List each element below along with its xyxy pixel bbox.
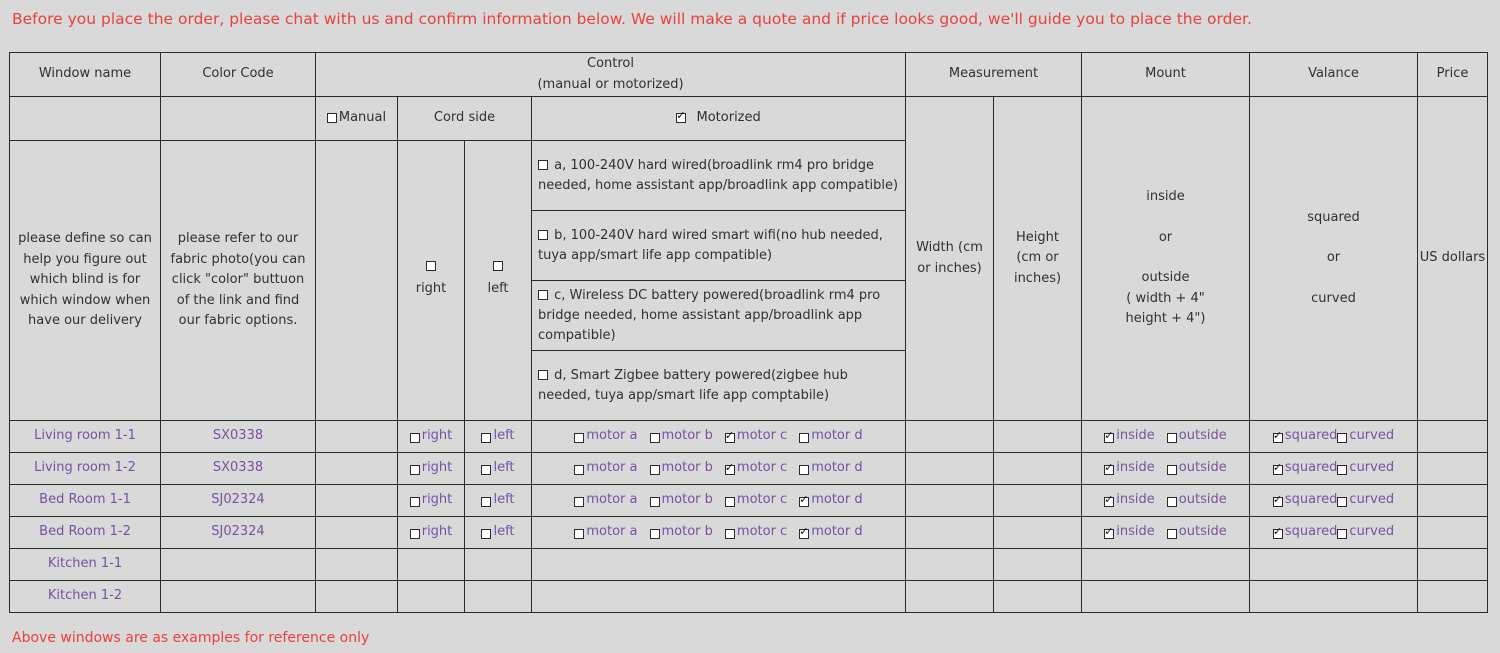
valance-squared-checkbox[interactable] [1273, 497, 1283, 507]
valance-squared-checkbox[interactable] [1273, 529, 1283, 539]
manual-checkbox[interactable] [327, 113, 337, 123]
option-label: right [421, 428, 453, 444]
manual-cell[interactable] [316, 485, 398, 517]
motor-b-checkbox[interactable] [650, 433, 660, 443]
height-text: Height (cm or inches) [1013, 229, 1062, 286]
motor-d-checkbox[interactable] [799, 433, 809, 443]
header-valance: Valance [1250, 53, 1418, 97]
cord-right-cell [398, 485, 465, 517]
height-cell[interactable] [994, 421, 1082, 453]
valance-curved-checkbox[interactable] [1337, 529, 1347, 539]
option-label: motor d [811, 460, 863, 476]
mount-inside-checkbox[interactable] [1104, 465, 1114, 475]
motor-d-checkbox[interactable] [799, 497, 809, 507]
cord-left-cell [465, 453, 532, 485]
cord-right-cell [398, 453, 465, 485]
subheader-blank [161, 97, 316, 141]
valance-cell[interactable] [1250, 549, 1418, 581]
motor-option-text: b, 100-240V hard wired smart wifi(no hub needed, tuya app/smart life app compatible) [538, 227, 883, 263]
option-label: right [421, 492, 453, 508]
height-cell[interactable] [994, 581, 1082, 613]
width-description [906, 97, 994, 421]
option-label: inside [1116, 492, 1155, 508]
mount-inside-checkbox[interactable] [1104, 529, 1114, 539]
motor-option-text: d, Smart Zigbee battery powered(zigbee hub needed, tuya app/smart life app comptabile) [538, 367, 848, 403]
valance-line: squared [1307, 209, 1360, 225]
height-description [994, 97, 1082, 421]
option-label: left [493, 460, 515, 476]
option-label: squared [1284, 460, 1338, 476]
option-label: motor c [736, 492, 788, 508]
color-code-cell[interactable] [161, 549, 316, 581]
motor-a-checkbox[interactable] [574, 433, 584, 443]
window-name-cell[interactable]: Kitchen 1-1 [10, 549, 161, 581]
valance-description [1250, 97, 1418, 421]
cord-left-cell[interactable] [465, 549, 532, 581]
cord-left-checkbox[interactable] [493, 261, 503, 271]
cord-left-checkbox[interactable] [481, 529, 491, 539]
motor-c-checkbox[interactable] [725, 497, 735, 507]
cord-left-checkbox[interactable] [481, 433, 491, 443]
header-color-code: Color Code [161, 53, 316, 97]
option-label: outside [1178, 524, 1227, 540]
window-name-description [10, 141, 161, 421]
valance-cell [1250, 421, 1418, 453]
header-window-name: Window name [10, 53, 161, 97]
motor-cell [532, 453, 906, 485]
option-label: motor a [586, 492, 638, 508]
mount-line: outside [1141, 270, 1190, 286]
cord-left-checkbox[interactable] [481, 465, 491, 475]
valance-curved-checkbox[interactable] [1337, 465, 1347, 475]
motor-option-a [532, 141, 906, 211]
cord-right-checkbox[interactable] [426, 261, 436, 271]
cord-left-cell [465, 421, 532, 453]
option-label: curved [1349, 428, 1395, 444]
cord-right-cell[interactable] [398, 549, 465, 581]
table-row [10, 581, 1488, 613]
mount-cell [1082, 421, 1250, 453]
motor-option-b [532, 211, 906, 281]
cord-left-cell [465, 517, 532, 549]
option-label: motor d [811, 428, 863, 444]
window-name-cell[interactable]: Kitchen 1-2 [10, 581, 161, 613]
valance-squared-checkbox[interactable] [1273, 465, 1283, 475]
option-label: motor b [661, 428, 713, 444]
motor-a-checkbox[interactable] [574, 497, 584, 507]
motor-cell[interactable] [532, 581, 906, 613]
cord-left-description [465, 141, 532, 421]
option-label: motor b [661, 524, 713, 540]
cord-left-label: left [487, 281, 509, 297]
motor-b-checkbox[interactable] [650, 529, 660, 539]
motor-cell[interactable] [532, 549, 906, 581]
price-cell[interactable] [1418, 485, 1488, 517]
mount-cell[interactable] [1082, 581, 1250, 613]
cord-right-checkbox[interactable] [410, 465, 420, 475]
motorized-checkbox[interactable] [676, 113, 686, 123]
color-code-cell[interactable]: SJ02324 [161, 517, 316, 549]
mount-cell [1082, 517, 1250, 549]
mount-outside-checkbox[interactable] [1167, 497, 1177, 507]
option-label: curved [1349, 460, 1395, 476]
option-label: left [493, 492, 515, 508]
option-label: left [493, 428, 515, 444]
width-cell[interactable] [906, 453, 994, 485]
height-cell[interactable] [994, 517, 1082, 549]
option-label: squared [1284, 492, 1338, 508]
cord-right-cell [398, 517, 465, 549]
manual-cell[interactable] [316, 453, 398, 485]
width-cell[interactable] [906, 549, 994, 581]
mount-cell [1082, 485, 1250, 517]
window-name-cell[interactable]: Living room 1-1 [10, 421, 161, 453]
motor-b-checkbox[interactable] [538, 230, 548, 240]
option-label: inside [1116, 460, 1155, 476]
mount-line: height + 4") [1125, 311, 1206, 327]
table-row [10, 485, 1488, 517]
option-label: squared [1284, 428, 1338, 444]
motor-a-checkbox[interactable] [538, 160, 548, 170]
option-label: inside [1116, 428, 1155, 444]
table-row [10, 517, 1488, 549]
motorized-label: Motorized [696, 110, 761, 126]
motor-option-d [532, 351, 906, 421]
motor-a-checkbox[interactable] [574, 465, 584, 475]
mount-inside-checkbox[interactable] [1104, 497, 1114, 507]
header-price: Price [1418, 53, 1488, 97]
cord-left-cell [465, 485, 532, 517]
width-cell[interactable] [906, 421, 994, 453]
motor-b-checkbox[interactable] [650, 497, 660, 507]
subheader-motorized [532, 97, 906, 141]
price-cell[interactable] [1418, 517, 1488, 549]
motor-cell [532, 485, 906, 517]
subheader-blank [10, 97, 161, 141]
cord-left-cell[interactable] [465, 581, 532, 613]
manual-label: Manual [338, 110, 387, 126]
valance-curved-checkbox[interactable] [1337, 497, 1347, 507]
header-control [316, 53, 906, 97]
motor-c-checkbox[interactable] [725, 433, 735, 443]
option-label: outside [1178, 460, 1227, 476]
order-form-table [9, 52, 1488, 613]
motor-d-checkbox[interactable] [538, 370, 548, 380]
valance-line: or [1326, 250, 1341, 266]
price-cell[interactable] [1418, 549, 1488, 581]
motor-c-checkbox[interactable] [725, 529, 735, 539]
option-label: inside [1116, 524, 1155, 540]
mount-line: inside [1146, 189, 1185, 205]
subheader-cord-side: Cord side [398, 97, 532, 141]
manual-cell[interactable] [316, 581, 398, 613]
motor-cell [532, 517, 906, 549]
height-cell[interactable] [994, 485, 1082, 517]
color-code-cell[interactable]: SX0338 [161, 421, 316, 453]
motor-option-c [532, 281, 906, 351]
cord-right-checkbox[interactable] [410, 497, 420, 507]
valance-cell [1250, 453, 1418, 485]
valance-cell [1250, 517, 1418, 549]
window-name-cell[interactable]: Living room 1-2 [10, 453, 161, 485]
option-label: motor c [736, 460, 788, 476]
mount-outside-checkbox[interactable] [1167, 529, 1177, 539]
price-cell[interactable] [1418, 453, 1488, 485]
option-label: outside [1178, 492, 1227, 508]
header-mount: Mount [1082, 53, 1250, 97]
valance-line: curved [1311, 290, 1356, 306]
window-name-cell[interactable]: Bed Room 1-1 [10, 485, 161, 517]
instruction-note: Before you place the order, please chat with us and confirm information below. We will make a quote and if price looks good, we'll guide you to place the order. [12, 10, 1252, 28]
width-cell[interactable] [906, 517, 994, 549]
motor-c-checkbox[interactable] [725, 465, 735, 475]
mount-inside-checkbox[interactable] [1104, 433, 1114, 443]
motor-c-checkbox[interactable] [538, 290, 548, 300]
table-row [10, 421, 1488, 453]
mount-cell [1082, 453, 1250, 485]
cord-right-checkbox[interactable] [410, 529, 420, 539]
cord-right-cell [398, 421, 465, 453]
width-text: Width (cm or inches) [916, 240, 983, 276]
cord-right-description [398, 141, 465, 421]
option-label: right [421, 460, 453, 476]
motor-b-checkbox[interactable] [650, 465, 660, 475]
color-code-cell[interactable] [161, 581, 316, 613]
option-label: motor c [736, 524, 788, 540]
width-cell[interactable] [906, 581, 994, 613]
cord-left-checkbox[interactable] [481, 497, 491, 507]
option-label: right [421, 524, 453, 540]
motor-option-text: c, Wireless DC battery powered(broadlink rm4 pro bridge needed, home assistant app/broadlink app compatible) [538, 287, 881, 343]
option-label: outside [1178, 428, 1227, 444]
color-code-cell[interactable]: SJ02324 [161, 485, 316, 517]
manual-cell[interactable] [316, 549, 398, 581]
option-label: curved [1349, 492, 1395, 508]
motor-d-checkbox[interactable] [799, 529, 809, 539]
header-measurement: Measurement [906, 53, 1082, 97]
mount-outside-checkbox[interactable] [1167, 433, 1177, 443]
mount-description [1082, 97, 1250, 421]
color-code-description [161, 141, 316, 421]
manual-cell[interactable] [316, 517, 398, 549]
table-row [10, 549, 1488, 581]
option-label: motor d [811, 524, 863, 540]
color-code-text: please refer to our fabric photo(you can click "color" buttuon of the link and find our fabric options. [170, 231, 306, 329]
window-name-cell[interactable]: Bed Room 1-2 [10, 517, 161, 549]
motor-option-text: a, 100-240V hard wired(broadlink rm4 pro bridge needed, home assistant app/broadlink app compatible) [538, 157, 899, 193]
price-cell[interactable] [1418, 581, 1488, 613]
height-cell[interactable] [994, 549, 1082, 581]
valance-curved-checkbox[interactable] [1337, 433, 1347, 443]
motor-d-checkbox[interactable] [799, 465, 809, 475]
mount-line: ( width + 4" [1126, 290, 1205, 306]
valance-cell[interactable] [1250, 581, 1418, 613]
reference-note: Above windows are as examples for reference only [12, 630, 370, 646]
price-cell[interactable] [1418, 421, 1488, 453]
cord-right-label: right [415, 281, 447, 297]
option-label: squared [1284, 524, 1338, 540]
option-label: motor a [586, 460, 638, 476]
option-label: left [493, 524, 515, 540]
valance-cell [1250, 485, 1418, 517]
width-cell[interactable] [906, 485, 994, 517]
option-label: motor d [811, 492, 863, 508]
mount-cell[interactable] [1082, 549, 1250, 581]
option-label: motor b [661, 492, 713, 508]
window-name-text: please define so can help you figure out which blind is for which window when have our delivery [18, 231, 152, 329]
control-subtitle: (manual or motorized) [537, 76, 684, 92]
height-cell[interactable] [994, 453, 1082, 485]
option-label: motor a [586, 428, 638, 444]
motor-a-checkbox[interactable] [574, 529, 584, 539]
manual-description [316, 141, 398, 421]
mount-line: or [1158, 229, 1173, 245]
motor-cell [532, 421, 906, 453]
option-label: curved [1349, 524, 1395, 540]
subheader-manual [316, 97, 398, 141]
manual-cell[interactable] [316, 421, 398, 453]
cord-right-checkbox[interactable] [410, 433, 420, 443]
color-code-cell[interactable]: SX0338 [161, 453, 316, 485]
option-label: motor a [586, 524, 638, 540]
table-row [10, 453, 1488, 485]
option-label: motor c [736, 428, 788, 444]
mount-outside-checkbox[interactable] [1167, 465, 1177, 475]
valance-squared-checkbox[interactable] [1273, 433, 1283, 443]
price-description: US dollars [1418, 97, 1488, 421]
option-label: motor b [661, 460, 713, 476]
control-title: Control [587, 56, 634, 71]
cord-right-cell[interactable] [398, 581, 465, 613]
